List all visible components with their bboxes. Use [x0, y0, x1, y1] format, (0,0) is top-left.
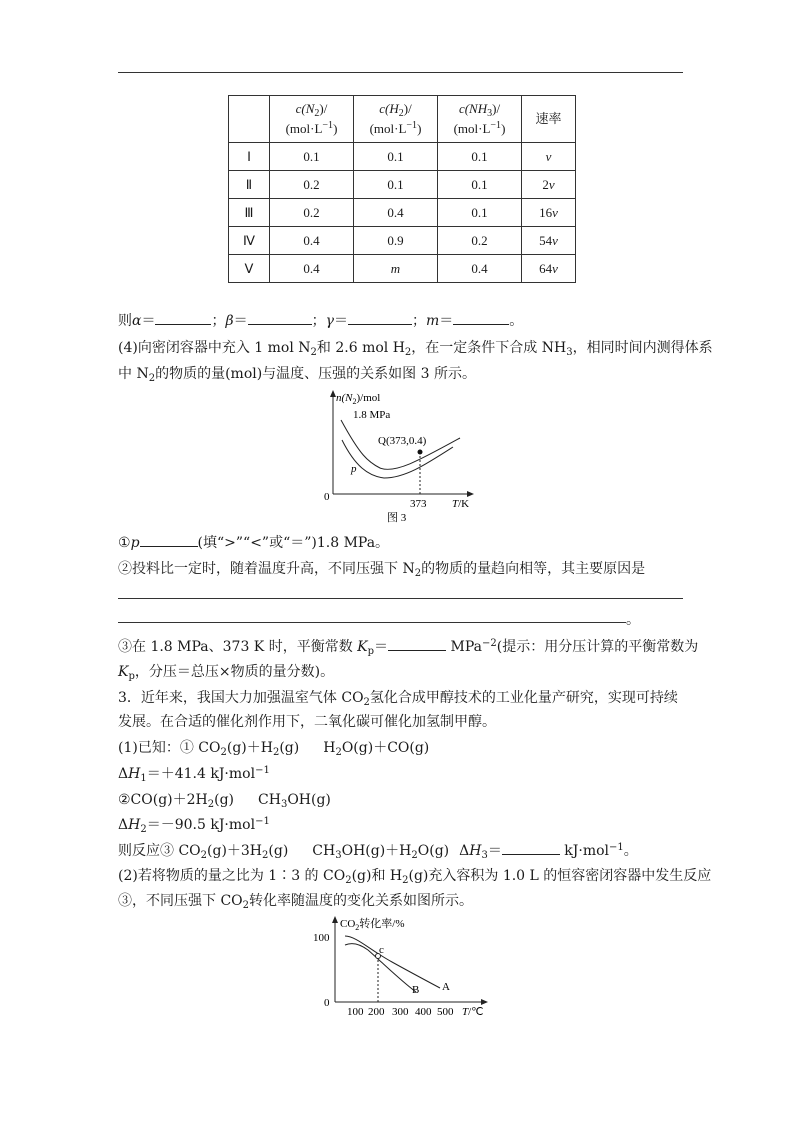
answer-line[interactable] — [118, 598, 683, 599]
blanks-line: 则α＝ ；β＝ ；γ＝ ；m＝ 。 — [118, 310, 523, 331]
y-axis-label: $CO_2$转化率/% — [340, 918, 405, 932]
y-tick-100: 100 — [313, 932, 330, 944]
row-label: Ⅳ — [229, 227, 270, 255]
cell-rate: v — [522, 143, 576, 171]
q3-reaction-1: (1)已知：① $CO_2(g)+H_2(g)$ $H_2O(g)+CO(g)$ — [118, 740, 430, 758]
cell-nh3: 0.1 — [438, 199, 522, 227]
cell-n2: 0.2 — [270, 171, 354, 199]
answer-blank[interactable] — [453, 310, 509, 325]
answer-blank[interactable] — [348, 310, 412, 325]
q4-line-1: (4)向密闭容器中充入 1 mol $N_2$和 2.6 mol $H_2$，在一定条件下合成 $NH_3$，相同时间内测得体系 — [118, 340, 713, 358]
table-row — [229, 199, 576, 227]
point-q — [418, 450, 423, 455]
cell-h2: 0.4 — [354, 199, 438, 227]
x-axis-arrow — [481, 999, 488, 1005]
row-label: Ⅴ — [229, 255, 270, 283]
cell-rate: 16v — [522, 199, 576, 227]
curve-a — [345, 936, 440, 988]
row-label: Ⅱ — [229, 171, 270, 199]
q3-part-2-line-1: (2)若将物质的量之比为 1∶3 的 $CO_2(g)$和 $H_2(g)$充入容积为 1.0 L 的恒容密闭容器中发生反应 — [118, 868, 712, 886]
delta-h2: $\Delta H_2=-90.5$ kJ·mol$^{-1}$ — [118, 816, 270, 835]
q3-reaction-2: $②CO(g)+2H_2(g)$ $CH_3OH(g)$ — [118, 792, 331, 810]
delta-h1: $\Delta H_1=+41.4$ kJ·mol$^{-1}$ — [118, 765, 270, 784]
table-row — [229, 143, 576, 171]
table-row — [229, 227, 576, 255]
x-tick: 200 — [368, 1006, 385, 1018]
label-a: A — [442, 981, 450, 993]
cell-nh3: 0.1 — [438, 171, 522, 199]
cell-n2: 0.2 — [270, 199, 354, 227]
origin-label: 0 — [324, 491, 330, 503]
header-empty — [229, 96, 270, 143]
q3-line-1: 3．近年来，我国大力加强温室气体 $CO_2$氢化合成甲醇技术的工业化量产研究，实现可持续 — [118, 690, 678, 708]
cell-h2: m — [354, 255, 438, 283]
label-1-8-mpa: 1.8 MPa — [353, 409, 391, 421]
x-axis-label: T/℃ — [462, 1006, 484, 1018]
header-h2: $c(H_2)/$ $(mol\cdot L^{-1})$ — [354, 96, 438, 143]
cell-n2: 0.4 — [270, 255, 354, 283]
y-tick-0: 0 — [324, 997, 330, 1009]
q4-part-2-end: 。 — [626, 612, 640, 628]
cell-nh3: 0.2 — [438, 227, 522, 255]
cell-nh3: 0.1 — [438, 143, 522, 171]
x-axis-arrow — [467, 491, 474, 497]
x-tick: 300 — [392, 1006, 409, 1018]
answer-blank[interactable] — [140, 532, 198, 547]
q3-part-2-line-2: ③，不同压强下 $CO_2$转化率随温度的变化关系如图所示。 — [118, 893, 474, 911]
point-q-label: Q(373,0.4) — [378, 435, 427, 447]
x-axis-label: T/K — [452, 498, 470, 510]
answer-blank[interactable] — [388, 636, 446, 651]
table-row — [229, 255, 576, 283]
cell-nh3: 0.4 — [438, 255, 522, 283]
y-axis-label: $n(N_2)$/mol — [336, 392, 381, 406]
q4-line-2: 中 $N_2$的物质的量(mol)与温度、压强的关系如图 3 所示。 — [118, 366, 476, 384]
q3-reaction-3: 则反应③ $CO_2(g)+3H_2(g)$ $CH_3OH(g)+H_2O(g)$ $\Delta H_3= kJ\cdot mol^{-1}$。 — [118, 842, 638, 861]
figure-3 — [300, 382, 490, 527]
answer-blank[interactable] — [155, 310, 211, 325]
label-p: p — [351, 463, 357, 475]
q3-line-2: 发展。在合适的催化剂作用下，二氧化碳可催化加氢制甲醇。 — [118, 714, 496, 730]
cell-rate: 2v — [522, 171, 576, 199]
header-nh3: $c(NH_3)/$ $(mol\cdot L^{-1})$ — [438, 96, 522, 143]
header-n2: $c(N_2)/$ $(mol\cdot L^{-1})$ — [270, 96, 354, 143]
y-axis-arrow — [332, 916, 338, 923]
cell-rate: 54v — [522, 227, 576, 255]
figure-co2-conversion — [310, 910, 500, 1020]
answer-line[interactable] — [118, 622, 626, 623]
cell-h2: 0.1 — [354, 143, 438, 171]
cell-rate: 64v — [522, 255, 576, 283]
x-tick: 100 — [347, 1006, 364, 1018]
answer-blank[interactable] — [248, 310, 312, 325]
x-tick: 400 — [415, 1006, 432, 1018]
cell-n2: 0.1 — [270, 143, 354, 171]
row-label: Ⅲ — [229, 199, 270, 227]
label-c: c — [379, 944, 384, 956]
q4-part-3-cont: $K_p$，分压＝总压×物质的量分数)。 — [118, 664, 335, 682]
header-rate: 速率 — [522, 96, 576, 143]
label-b: B — [412, 984, 420, 996]
cell-n2: 0.4 — [270, 227, 354, 255]
table-header-row — [229, 96, 576, 143]
row-label: Ⅰ — [229, 143, 270, 171]
cell-h2: 0.1 — [354, 171, 438, 199]
cell-h2: 0.9 — [354, 227, 438, 255]
rate-table — [228, 95, 576, 283]
q4-part-2: ②投料比一定时，随着温度升高，不同压强下 $N_2$的物质的量趋向相等，其主要原因是 — [118, 561, 646, 579]
table-row — [229, 171, 576, 199]
q4-part-3: ③在 1.8 MPa、373 K 时，平衡常数 $K_p= MPa^{-2}$(提示：用分压计算的平衡常数为 — [118, 638, 699, 657]
header-rule — [118, 72, 683, 73]
tick-373: 373 — [410, 498, 427, 510]
x-tick: 500 — [437, 1006, 454, 1018]
q4-part-1: ①p (填“>”“<”或“＝”)1.8 MPa。 — [118, 532, 389, 553]
figure-3-caption: 图 3 — [387, 512, 407, 524]
answer-blank[interactable] — [502, 840, 560, 855]
